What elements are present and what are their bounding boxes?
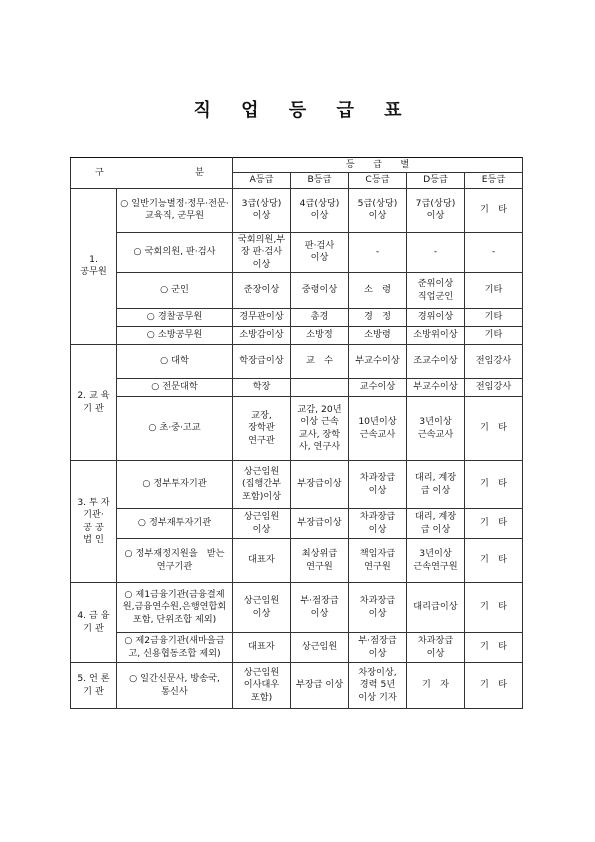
row-item bbox=[117, 397, 233, 461]
grade-cell: 대리, 계장 급 이상 bbox=[407, 509, 465, 539]
grade-cell: 경위이상 bbox=[407, 309, 465, 327]
grade-cell: 3년이상 근속연구원 bbox=[407, 539, 465, 583]
row-item bbox=[117, 539, 233, 583]
grade-cell: 상근임원 이상 bbox=[233, 509, 291, 539]
grade-cell: 기 타 bbox=[465, 509, 523, 539]
grade-cell: 차과장급 이상 bbox=[407, 633, 465, 663]
grade-cell: 부·점장급 이상 bbox=[291, 583, 349, 633]
grade-cell: 차과장급 이상 bbox=[349, 509, 407, 539]
row-item-label: 경찰공무원 bbox=[157, 311, 203, 323]
grade-cell: 소방령 bbox=[349, 327, 407, 345]
header-grade: E등급 bbox=[465, 173, 523, 188]
row-item bbox=[117, 273, 233, 309]
grade-cell: 교감, 20년 이상 근속 교사, 장학 사, 연구사 bbox=[291, 397, 349, 461]
group-label: 3. 투 자 기관· 공 공 법 인 bbox=[71, 461, 117, 583]
bullet-circle-icon: ○ bbox=[146, 311, 155, 323]
group-label: 4. 금 융 기 관 bbox=[71, 583, 117, 663]
row-item-label: 초·중·고교 bbox=[159, 422, 201, 434]
bullet-circle-icon: ○ bbox=[151, 381, 160, 393]
grade-cell: 경 정 bbox=[349, 309, 407, 327]
table-row bbox=[71, 273, 523, 309]
grade-cell: 상근임원 bbox=[291, 633, 349, 663]
table-row bbox=[71, 379, 523, 397]
grade-cell: 국회의원,부 장 판·검사 이상 bbox=[233, 232, 291, 272]
row-item bbox=[117, 345, 233, 379]
grade-cell: 전임강사 bbox=[465, 379, 523, 397]
table-row bbox=[71, 633, 523, 663]
grade-cell: 교장, 장학관 연구관 bbox=[233, 397, 291, 461]
row-item-label: 군인 bbox=[171, 284, 189, 296]
row-item bbox=[117, 633, 233, 663]
header-category bbox=[71, 158, 233, 189]
bullet-circle-icon: ○ bbox=[160, 355, 169, 367]
header-grade: C등급 bbox=[349, 173, 407, 188]
row-item bbox=[117, 663, 233, 709]
bullet-circle-icon: ○ bbox=[129, 673, 138, 685]
grade-cell: 조교수이상 bbox=[407, 345, 465, 379]
grade-cell: 기 타 bbox=[465, 539, 523, 583]
grade-cell: 대리, 계장 급 이상 bbox=[407, 461, 465, 509]
row-item-label: 제2금융기관(새마을금고, 신용협동조합 제외) bbox=[128, 635, 225, 659]
bullet-circle-icon: ○ bbox=[133, 246, 142, 258]
header-grade-group: 등 급 별 bbox=[233, 158, 523, 173]
row-item-label: 제1금융기관(금융결제원,금융연수원,은행연합회 포함, 단위조합 제외) bbox=[122, 588, 227, 625]
bullet-circle-icon: ○ bbox=[142, 478, 151, 490]
row-item-label: 국회의원, 판·검사 bbox=[144, 246, 216, 258]
grade-cell: 상근임원 이사대우 포함) bbox=[233, 663, 291, 709]
table-row bbox=[71, 663, 523, 709]
grade-cell: 차장이상, 경력 5년 이상 기자 bbox=[349, 663, 407, 709]
grade-cell: 7급(상당) 이상 bbox=[407, 188, 465, 232]
table-row bbox=[71, 461, 523, 509]
bullet-circle-icon: ○ bbox=[124, 588, 133, 600]
row-item-label: 전문대학 bbox=[162, 381, 198, 393]
header-category-right: 분 bbox=[195, 166, 204, 178]
row-item bbox=[117, 309, 233, 327]
bullet-circle-icon: ○ bbox=[160, 284, 169, 296]
table-row bbox=[71, 397, 523, 461]
grade-cell: 대표자 bbox=[233, 633, 291, 663]
grade-cell: 기 타 bbox=[465, 397, 523, 461]
grade-cell: 기 자 bbox=[407, 663, 465, 709]
table-row bbox=[71, 345, 523, 379]
table-row bbox=[71, 539, 523, 583]
grade-cell: 기 타 bbox=[465, 461, 523, 509]
grade-cell: 부장급이상 bbox=[291, 509, 349, 539]
row-item-label: 일간신문사, 방송국, 통신사 bbox=[140, 673, 220, 697]
row-item-label: 정부투자기관 bbox=[153, 478, 207, 490]
grade-cell: 대표자 bbox=[233, 539, 291, 583]
grade-cell: 준장이상 bbox=[233, 273, 291, 309]
row-item bbox=[117, 327, 233, 345]
grade-cell: 기타 bbox=[465, 309, 523, 327]
header-category-left: 구 bbox=[95, 166, 104, 178]
grade-cell: 학장급이상 bbox=[233, 345, 291, 379]
page-title: 직 업 등 급 표 bbox=[193, 100, 414, 121]
grade-cell: 기타 bbox=[465, 327, 523, 345]
row-item bbox=[117, 461, 233, 509]
row-item-label: 대학 bbox=[171, 355, 189, 367]
grade-cell: 기타 bbox=[465, 273, 523, 309]
row-item bbox=[117, 583, 233, 633]
grade-cell: 중령이상 bbox=[291, 273, 349, 309]
grade-cell: 5급(상당) 이상 bbox=[349, 188, 407, 232]
table-row bbox=[71, 327, 523, 345]
table-row bbox=[71, 309, 523, 327]
grade-cell: 기 타 bbox=[465, 583, 523, 633]
grade-cell: 부장급이상 bbox=[291, 461, 349, 509]
grade-cell: 전임강사 bbox=[465, 345, 523, 379]
bullet-circle-icon: ○ bbox=[124, 548, 133, 560]
grade-cell: 준위이상 직업군인 bbox=[407, 273, 465, 309]
bullet-circle-icon: ○ bbox=[148, 422, 157, 434]
grade-cell: 기 타 bbox=[465, 663, 523, 709]
row-item-label: 소방공무원 bbox=[157, 329, 203, 341]
row-item-label: 정부재투자기관 bbox=[148, 517, 212, 529]
row-item bbox=[117, 379, 233, 397]
row-item-label: 정부재정지원을 받는 연구기관 bbox=[135, 548, 225, 572]
grade-cell: 부교수이상 bbox=[349, 345, 407, 379]
table-row bbox=[71, 232, 523, 272]
table-row bbox=[71, 188, 523, 232]
grade-cell: 교 수 bbox=[291, 345, 349, 379]
grade-cell: 차과장급 이상 bbox=[349, 461, 407, 509]
table-row bbox=[71, 509, 523, 539]
bullet-circle-icon: ○ bbox=[137, 517, 146, 529]
grade-cell: 총경 bbox=[291, 309, 349, 327]
header-grade: D등급 bbox=[407, 173, 465, 188]
grade-cell: 교수이상 bbox=[349, 379, 407, 397]
grade-cell: 기 타 bbox=[465, 633, 523, 663]
grade-cell: 상근임원 이상 bbox=[233, 583, 291, 633]
group-label: 1. 공무원 bbox=[71, 188, 117, 344]
group-label: 2. 교 육 기 관 bbox=[71, 345, 117, 461]
grade-cell: 소방위이상 bbox=[407, 327, 465, 345]
grade-cell: 책임자급 연구원 bbox=[349, 539, 407, 583]
grade-cell: 4급(상당) 이상 bbox=[291, 188, 349, 232]
grade-cell: 최상위급 연구원 bbox=[291, 539, 349, 583]
grade-cell: 소 령 bbox=[349, 273, 407, 309]
grade-cell: 경무관이상 bbox=[233, 309, 291, 327]
grade-cell: 차과장급 이상 bbox=[349, 583, 407, 633]
bullet-circle-icon: ○ bbox=[146, 329, 155, 341]
row-item bbox=[117, 188, 233, 232]
grade-cell: 10년이상 근속교사 bbox=[349, 397, 407, 461]
bullet-circle-icon: ○ bbox=[120, 197, 129, 209]
grade-cell: 3급(상당) 이상 bbox=[233, 188, 291, 232]
table-row bbox=[71, 583, 523, 633]
grade-cell: 부교수이상 bbox=[407, 379, 465, 397]
grade-cell: 소방감이상 bbox=[233, 327, 291, 345]
grade-cell: 판·검사 이상 bbox=[291, 232, 349, 272]
grade-cell: - bbox=[465, 232, 523, 272]
row-item bbox=[117, 232, 233, 272]
grade-cell: 부장급 이상 bbox=[291, 663, 349, 709]
grade-cell: 3년이상 근속교사 bbox=[407, 397, 465, 461]
grade-cell: - bbox=[349, 232, 407, 272]
grade-cell: 상근임원 (집행간부 포함)이상 bbox=[233, 461, 291, 509]
grade-cell: 대리급이상 bbox=[407, 583, 465, 633]
bullet-circle-icon: ○ bbox=[124, 635, 133, 647]
group-label: 5. 언 론 기 관 bbox=[71, 663, 117, 709]
grade-cell: - bbox=[407, 232, 465, 272]
grade-cell: 부·점장급 이상 bbox=[349, 633, 407, 663]
row-item bbox=[117, 509, 233, 539]
header-grade: A등급 bbox=[233, 173, 291, 188]
grade-cell: 기 타 bbox=[465, 188, 523, 232]
grade-cell: 학장 bbox=[233, 379, 291, 397]
grade-cell bbox=[291, 379, 349, 397]
grade-cell: 소방정 bbox=[291, 327, 349, 345]
header-grade: B등급 bbox=[291, 173, 349, 188]
row-item-label: 일반기능별정·정무·전문·교육직, 군무원 bbox=[131, 197, 229, 222]
job-grade-table bbox=[70, 157, 523, 709]
